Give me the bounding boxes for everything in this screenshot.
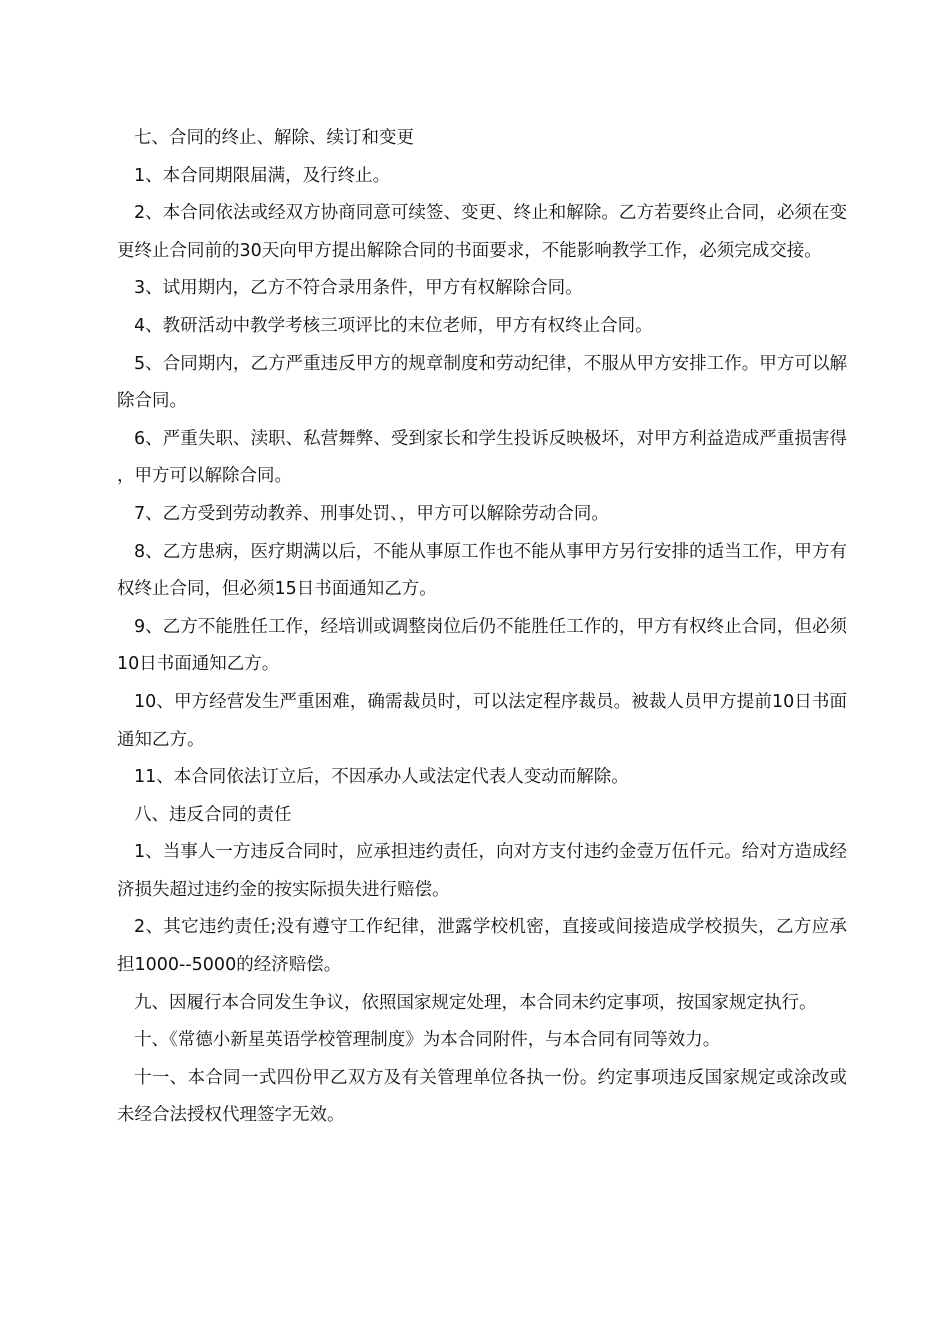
- clause-7-1: 1、本合同期限届满，及行终止。: [134, 165, 391, 186]
- clause-8-1: 1、当事人一方违反合同时，应承担违约责任，向对方支付违约金壹万伍仟元。给对方造成经济损失超过违约金的按实际损失进行赔偿。: [117, 842, 847, 900]
- clause-7-3: 3、试用期内，乙方不符合录用条件，甲方有权解除合同。: [134, 278, 583, 299]
- clause-7-6: 6、严重失职、渎职、私营舞弊、受到家长和学生投诉反映极坏，对甲方利益造成严重损害得，甲方可以解除合同。: [117, 428, 847, 487]
- clause-7-7: 7、乙方受到劳动教养、刑事处罚、，甲方可以解除劳动合同。: [134, 503, 609, 524]
- clause-8-2: 2、其它违约责任;没有遵守工作纪律，泄露学校机密，直接或间接造成学校损失，乙方应承担1000--5000的经济赔偿。: [117, 917, 847, 976]
- section-attachment: 十、《常德小新星英语学校管理制度》为本合同附件，与本合同有同等效力。: [134, 1030, 721, 1051]
- clause-7-10: 10、甲方经营发生严重困难，确需裁员时，可以法定程序裁员。被裁人员甲方提前10日书面通知乙方。: [117, 691, 847, 750]
- clause-7-5: 5、合同期内，乙方严重违反甲方的规章制度和劳动纪律，不服从甲方安排工作。甲方可以解除合同。: [117, 353, 847, 412]
- clause-7-8: 8、乙方患病，医疗期满以后，不能从事原工作也不能从事甲方另行安排的适当工作，甲方有权终止合同，但必须15日书面通知乙方。: [117, 541, 847, 600]
- section-dispute: 九、因履行本合同发生争议，依照国家规定处理，本合同未约定事项，按国家规定执行。: [134, 992, 817, 1013]
- clause-7-11: 11、本合同依法订立后，不因承办人或法定代表人变动而解除。: [134, 767, 629, 788]
- section-heading-termination: 七、合同的终止、解除、续订和变更: [134, 128, 414, 148]
- section-heading-liability: 八、违反合同的责任: [134, 804, 292, 825]
- clause-7-2: 2、本合同依法或经双方协商同意可续签、变更、终止和解除。乙方若要终止合同，必须在变更终止合同前的30天向甲方提出解除合同的书面要求，不能影响教学工作，必须完成交接。: [117, 203, 847, 261]
- document-body: [117, 120, 847, 1135]
- clause-7-9: 9、乙方不能胜任工作，经培训或调整岗位后仍不能胜任工作的，甲方有权终止合同，但必须10日书面通知乙方。: [117, 616, 847, 675]
- section-copies: 十一、本合同一式四份甲乙双方及有关管理单位各执一份。约定事项违反国家规定或涂改或未经合法授权代理签字无效。: [117, 1067, 847, 1126]
- clause-7-4: 4、教研活动中教学考核三项评比的末位老师，甲方有权终止合同。: [134, 315, 653, 336]
